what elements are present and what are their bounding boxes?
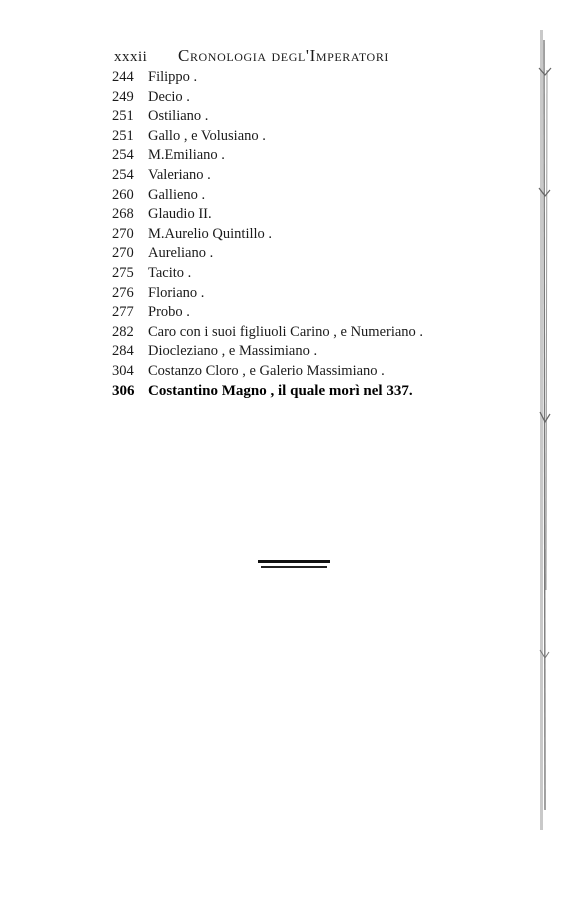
chronology-entry bbox=[112, 88, 512, 108]
binding-thread bbox=[544, 40, 545, 810]
chronology-entry bbox=[112, 166, 512, 186]
entry-year: 254 bbox=[112, 166, 134, 183]
entry-emperor: Costantino Magno , il quale morì nel 337. bbox=[148, 382, 413, 399]
entry-year: 306 bbox=[112, 382, 135, 399]
entry-year: 251 bbox=[112, 127, 134, 144]
chronology-list bbox=[112, 68, 512, 401]
chronology-entry bbox=[112, 225, 512, 245]
chronology-entry bbox=[112, 303, 512, 323]
chronology-entry bbox=[112, 186, 512, 206]
entry-emperor: Diocleziano , e Massimiano . bbox=[148, 343, 318, 360]
chronology-entry bbox=[112, 342, 512, 362]
entry-emperor: Probo . bbox=[148, 304, 190, 321]
entry-emperor: Decio . bbox=[148, 88, 190, 105]
entry-year: 270 bbox=[112, 245, 134, 262]
entry-year: 260 bbox=[112, 186, 134, 203]
entry-emperor: Gallieno . bbox=[148, 186, 206, 203]
chronology-entry bbox=[112, 284, 512, 304]
entry-emperor: Costanzo Cloro , e Galerio Massimiano . bbox=[148, 362, 385, 379]
entry-emperor: Valeriano . bbox=[148, 166, 211, 183]
entry-emperor: Glaudio II. bbox=[148, 206, 212, 223]
entry-emperor: M.Emiliano . bbox=[148, 147, 225, 164]
chronology-entry bbox=[112, 107, 512, 127]
entry-emperor: Tacito . bbox=[148, 264, 192, 281]
chronology-entry bbox=[112, 244, 512, 264]
entry-year: 268 bbox=[112, 206, 134, 223]
entry-emperor: Ostiliano . bbox=[148, 108, 209, 125]
entry-emperor: M.Aurelio Quintillo . bbox=[148, 225, 273, 242]
entry-year: 277 bbox=[112, 304, 134, 321]
entry-emperor: Filippo . bbox=[148, 69, 198, 85]
binding-edge bbox=[536, 30, 554, 830]
entry-year: 251 bbox=[112, 108, 134, 125]
entry-year: 254 bbox=[112, 147, 134, 164]
entry-year: 276 bbox=[112, 284, 134, 301]
chronology-entry bbox=[112, 264, 512, 284]
binding-thread-secondary bbox=[546, 70, 547, 590]
entry-emperor: Gallo , e Volusiano . bbox=[148, 127, 266, 144]
running-title: Cronologia degl'Imperatori bbox=[178, 46, 390, 65]
tailpiece-rule bbox=[258, 560, 330, 568]
chronology-entry bbox=[112, 205, 512, 225]
entry-emperor: Aureliano . bbox=[148, 245, 214, 262]
entry-emperor: Caro con i suoi figliuoli Carino , e Numeriano . bbox=[148, 323, 424, 340]
entry-year: 304 bbox=[112, 362, 134, 379]
tailpiece-rule-thick bbox=[258, 560, 330, 563]
entry-year: 244 bbox=[112, 69, 134, 85]
entry-year: 249 bbox=[112, 88, 134, 105]
page-header bbox=[114, 46, 454, 68]
entry-year: 270 bbox=[112, 225, 134, 242]
page-number: xxxii bbox=[114, 49, 148, 65]
entry-year: 275 bbox=[112, 264, 134, 281]
chronology-entry bbox=[112, 68, 512, 88]
tailpiece-rule-thin bbox=[261, 566, 327, 568]
chronology-entry bbox=[112, 146, 512, 166]
chronology-entry bbox=[112, 382, 512, 402]
chronology-entry bbox=[112, 127, 512, 147]
entry-year: 284 bbox=[112, 343, 134, 360]
chronology-entry bbox=[112, 362, 512, 382]
binding-shadow bbox=[540, 30, 543, 830]
entry-year: 282 bbox=[112, 323, 134, 340]
chronology-entry bbox=[112, 323, 512, 343]
entry-emperor: Floriano . bbox=[148, 284, 205, 301]
